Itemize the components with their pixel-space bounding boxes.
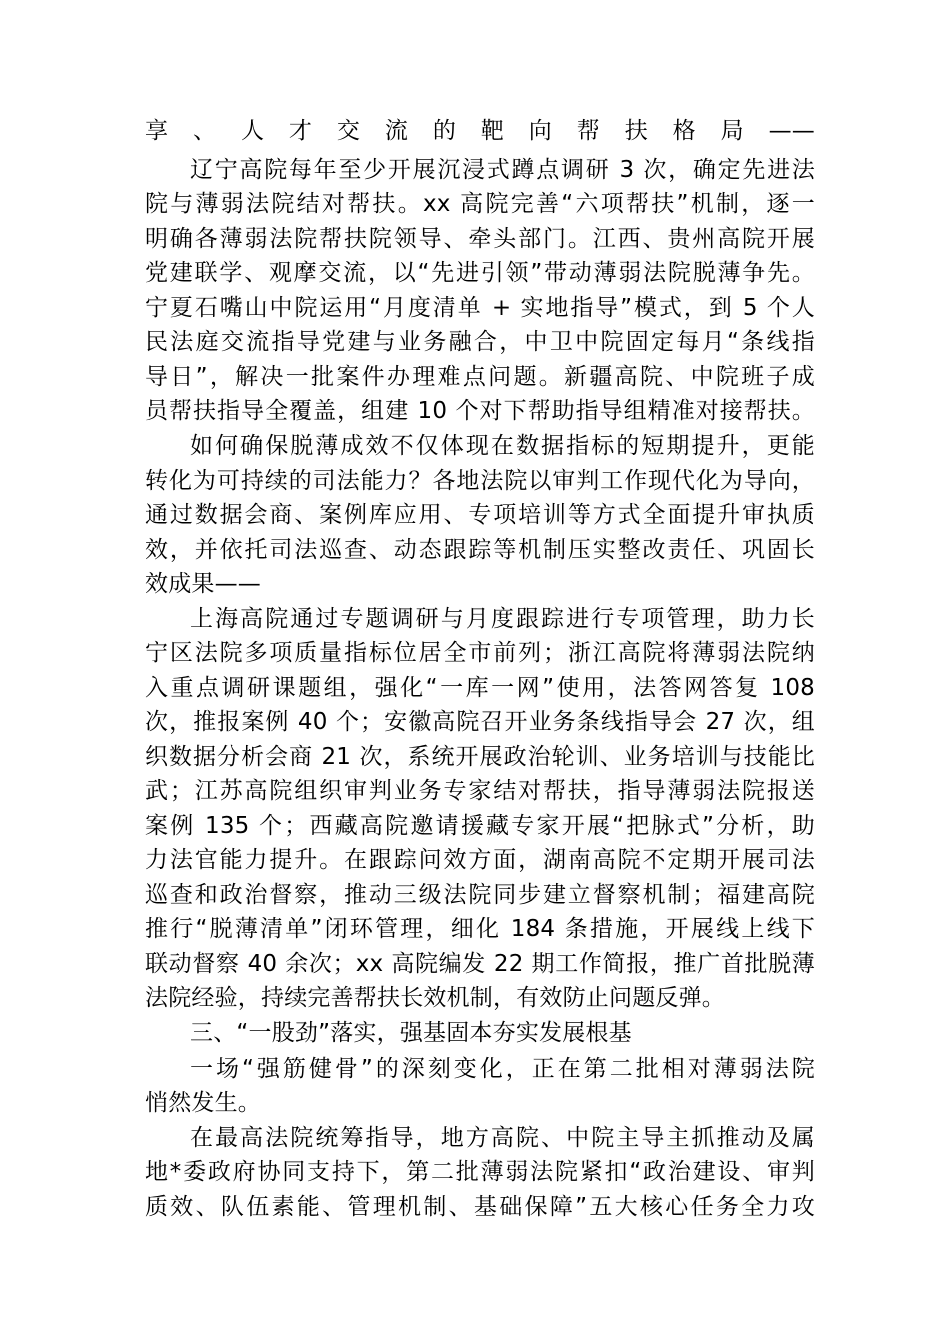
text-line: 法院经验，持续完善帮扶长效机制，有效防止问题反弹。	[145, 985, 725, 1011]
text-line: 在最高法院统筹指导，地方高院、中院主导主抓推动及属	[190, 1125, 815, 1151]
text-line: 如何确保脱薄成效不仅体现在数据指标的短期提升，更能	[190, 433, 815, 459]
text-line: 案例 135 个；西藏高院邀请援藏专家开展“把脉式”分析，助	[145, 813, 815, 839]
text-line: 民法庭交流指导党建与业务融合，中卫中院固定每月“条线指	[145, 329, 815, 355]
text-line: 织数据分析会商 21 次，系统开展政治轮训、业务培训与技能比	[145, 744, 815, 770]
text-line: 明确各薄弱法院帮扶院领导、牵头部门。江西、贵州高院开展	[145, 226, 815, 252]
text-line: 宁区法院多项质量指标位居全市前列；浙江高院将薄弱法院纳	[145, 640, 815, 666]
text-line: 效成果——	[145, 571, 261, 597]
text-line: 巡查和政治督察，推动三级法院同步建立督察机制；福建高院	[145, 882, 815, 908]
text-line: 武；江苏高院组织审判业务专家结对帮扶，指导薄弱法院报送	[145, 778, 815, 804]
section-heading: 三、“一股劲”落实，强基固本夯实发展根基	[190, 1020, 632, 1046]
text-line: 质效、队伍素能、管理机制、基础保障”五大核心任务全力攻	[145, 1194, 815, 1220]
text-line: 联动督察 40 余次；xx 高院编发 22 期工作简报，推广首批脱薄	[145, 951, 815, 977]
text-line: 力法官能力提升。在跟踪问效方面，湖南高院不定期开展司法	[145, 847, 815, 873]
text-line: 悄然发生。	[145, 1090, 261, 1116]
text-line: 次，推报案例 40 个；安徽高院召开业务条线指导会 27 次，组	[145, 709, 815, 735]
text-line: 通过数据会商、案例库应用、专项培训等方式全面提升审执质	[145, 502, 815, 528]
text-line: 导日”，解决一批案件办理难点问题。新疆高院、中院班子成	[145, 364, 815, 390]
text-line: 效，并依托司法巡查、动态跟踪等机制压实整改责任、巩固长	[145, 537, 815, 563]
text-line: 上海高院通过专题调研与月度跟踪进行专项管理，助力长	[190, 606, 815, 632]
text-line: 宁夏石嘴山中院运用“月度清单 + 实地指导”模式，到 5 个人	[145, 295, 815, 321]
text-line: 享、人才交流的靶向帮扶格局——	[145, 118, 815, 144]
text-line: 转化为可持续的司法能力？各地法院以审判工作现代化为导向，	[145, 468, 815, 494]
text-line: 员帮扶指导全覆盖，组建 10 个对下帮助指导组精准对接帮扶。	[145, 398, 815, 424]
text-line: 入重点调研课题组，强化“一库一网”使用，法答网答复 108	[145, 675, 815, 701]
text-line: 院与薄弱法院结对帮扶。xx 高院完善“六项帮扶”机制，逐一	[145, 191, 815, 217]
text-line: 辽宁高院每年至少开展沉浸式蹲点调研 3 次，确定先进法	[190, 157, 815, 183]
text-line: 一场“强筋健骨”的深刻变化，正在第二批相对薄弱法院	[190, 1056, 815, 1082]
text-line: 地*委政府协同支持下，第二批薄弱法院紧扣“政治建设、审判	[145, 1159, 815, 1185]
text-line: 党建联学、观摩交流，以“先进引领”带动薄弱法院脱薄争先。	[145, 260, 815, 286]
text-line: 推行“脱薄清单”闭环管理，细化 184 条措施，开展线上线下	[145, 916, 815, 942]
